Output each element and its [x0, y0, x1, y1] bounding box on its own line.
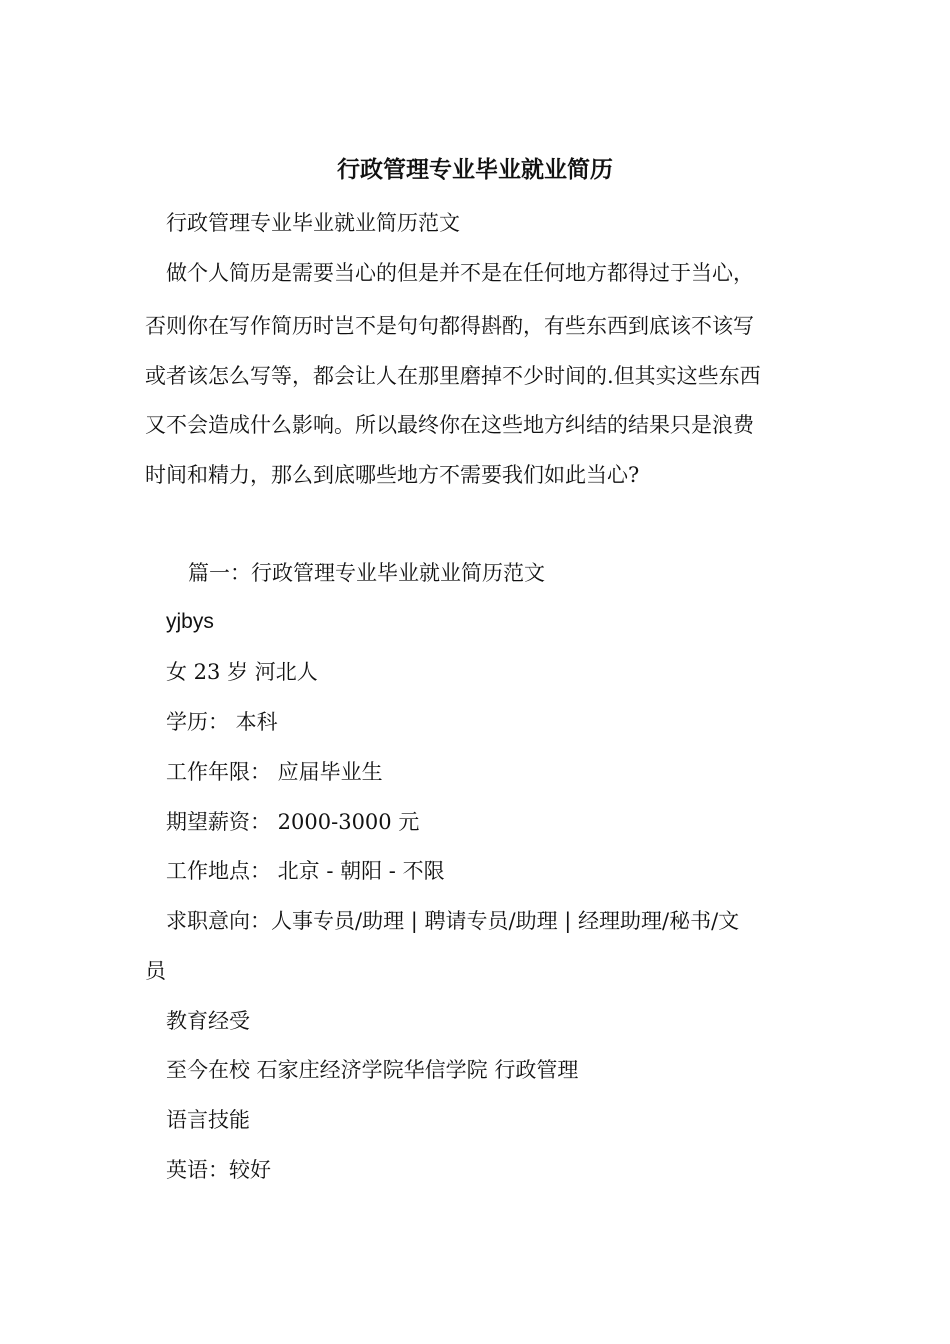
resume-education-level: 学历： 本科	[166, 710, 278, 734]
intro-line-4: 又不会造成什么影响。所以最终你在这些地方纠结的结果只是浪费	[145, 413, 754, 437]
resume-basic-info: 女 23 岁 河北人	[166, 660, 318, 684]
intro-line-5: 时间和精力，那么到底哪些地方不需要我们如此当心?	[145, 463, 640, 487]
intro-line-2: 否则你在写作简历时岂不是句句都得斟酌，有些东西到底该不该写	[145, 314, 754, 338]
language-heading: 语言技能	[166, 1108, 250, 1132]
document-subtitle: 行政管理专业毕业就业简历范文	[166, 211, 460, 235]
language-entry: 英语：较好	[166, 1158, 271, 1182]
intro-line-3: 或者该怎么写等，都会让人在那里磨掉不少时间的.但其实这些东西	[145, 364, 761, 388]
resume-intent-line-2: 员	[145, 959, 166, 983]
resume-name: yjbys	[166, 610, 214, 633]
resume-work-years: 工作年限： 应届毕业生	[166, 760, 383, 784]
section-heading: 篇一：行政管理专业毕业就业简历范文	[188, 561, 545, 585]
resume-location: 工作地点： 北京 - 朝阳 - 不限	[166, 859, 445, 883]
education-heading: 教育经受	[166, 1009, 250, 1033]
intro-line-1: 做个人简历是需要当心的但是并不是在任何地方都得过于当心，	[166, 261, 754, 285]
resume-intent-line-1: 求职意向：人事专员/助理 | 聘请专员/助理 | 经理助理/秘书/文	[166, 909, 740, 933]
document-title: 行政管理专业毕业就业简历	[337, 156, 613, 183]
education-entry: 至今在校 石家庄经济学院华信学院 行政管理	[166, 1058, 579, 1082]
resume-salary: 期望薪资： 2000-3000 元	[166, 810, 420, 834]
